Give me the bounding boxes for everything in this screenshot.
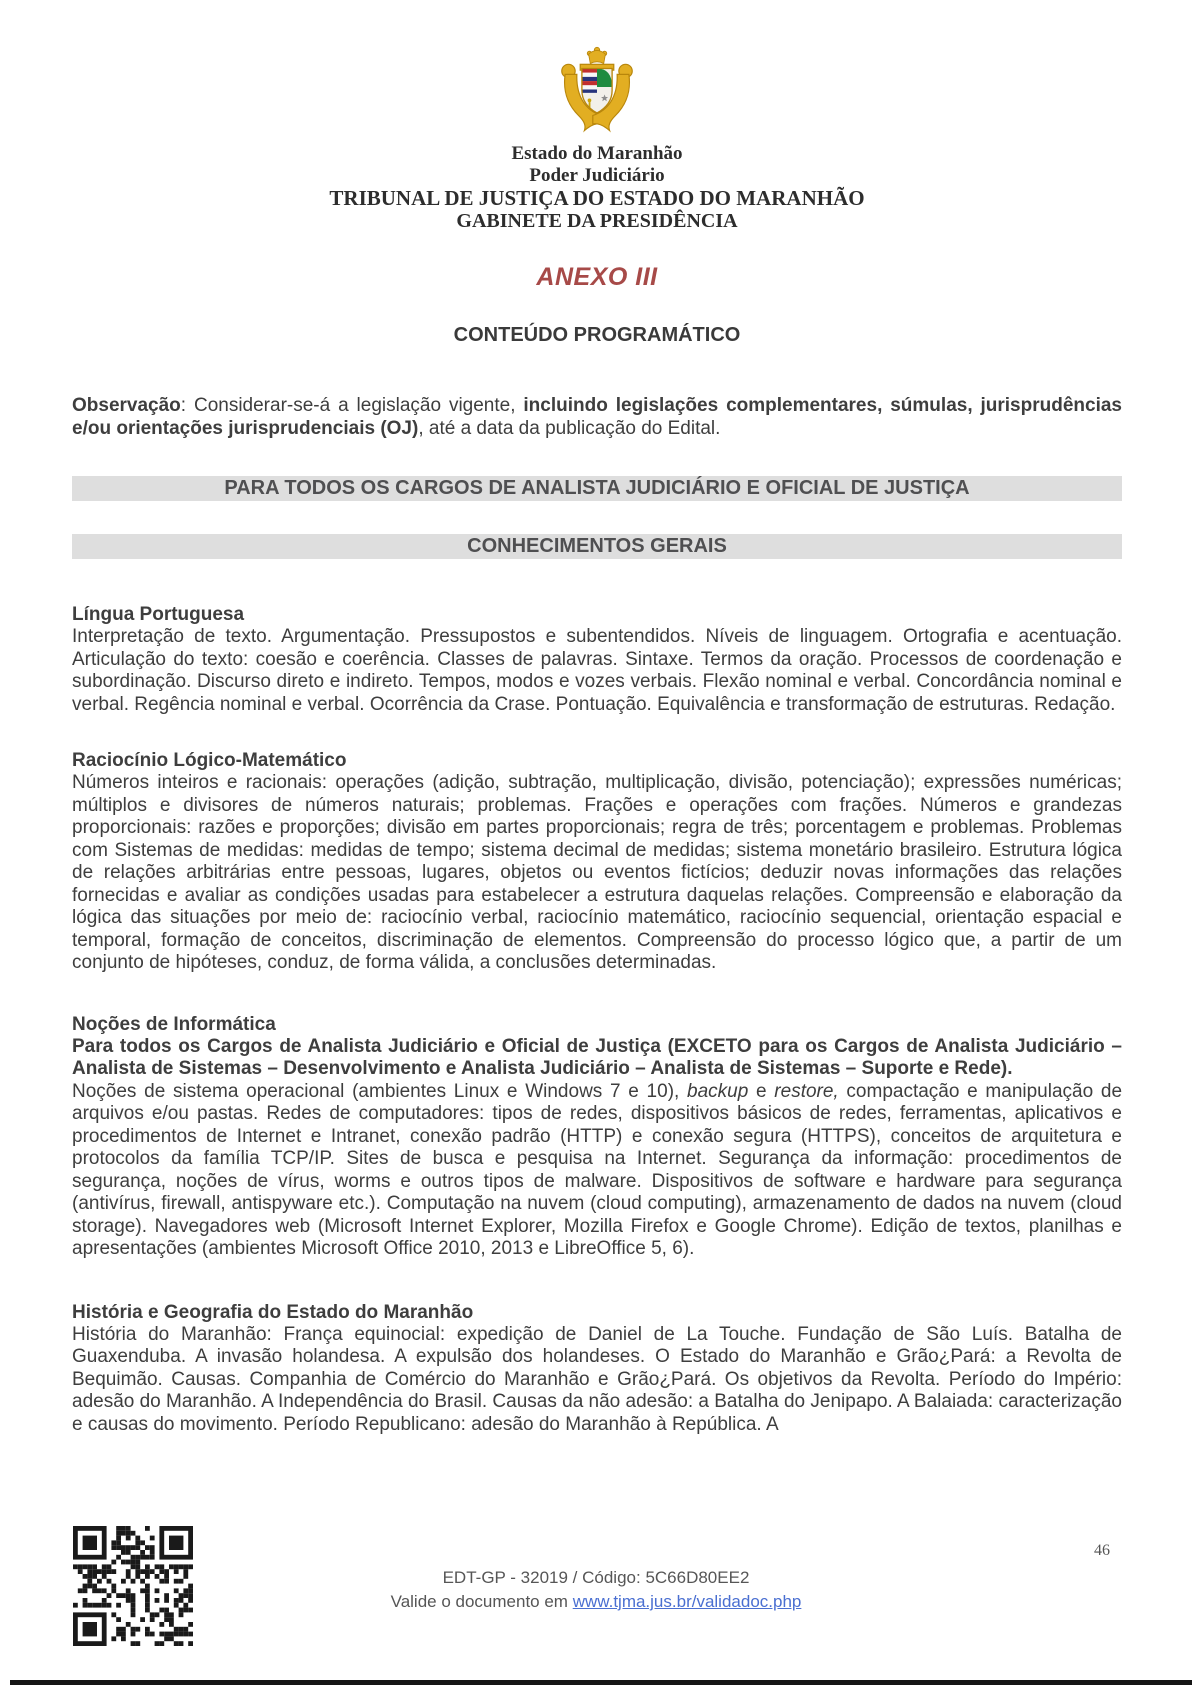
- document-subtitle: CONTEÚDO PROGRAMÁTICO: [453, 324, 741, 346]
- observation-label: Observação: [72, 395, 181, 416]
- maranhao-coat-of-arms-icon: [554, 45, 640, 139]
- informatica-italic-restore: restore,: [774, 1080, 839, 1102]
- observation-bold1: incluindo legislações complementares, súmulas, jurisprudências e/ou orientações jurisprudenciais (OJ): [72, 395, 1122, 439]
- banner-all-analyst-cargos: PARA TODOS OS CARGOS DE ANALISTA JUDICIÁRIO E OFICIAL DE JUSTIÇA: [72, 476, 1122, 501]
- observation-paragraph: [72, 395, 1122, 440]
- org-court-line: TRIBUNAL DE JUSTIÇA DO ESTADO DO MARANHÃO: [329, 186, 865, 210]
- section-heading-raciocinio-logico: Raciocínio Lógico-Matemático: [72, 750, 347, 771]
- org-office-line: GABINETE DA PRESIDÊNCIA: [456, 210, 738, 232]
- section-heading-lingua-portuguesa: Língua Portuguesa: [72, 604, 245, 625]
- document-header: [72, 45, 1122, 233]
- section-heading-nocoes-informatica: Noções de Informática: [72, 1013, 276, 1035]
- section-heading-historia-geografia: História e Geografia do Estado do Maranhão: [72, 1301, 474, 1323]
- informatica-italic-backup: backup: [687, 1080, 749, 1102]
- observation-seg2: , até a data da publicação do Edital.: [418, 417, 721, 439]
- org-branch-line: Poder Judiciário: [529, 165, 665, 186]
- validate-document-link[interactable]: www.tjma.jus.br/validadoc.php: [572, 1592, 802, 1611]
- section-body-nocoes-informatica: [72, 1081, 1122, 1261]
- org-state-line: Estado do Maranhão: [511, 143, 683, 164]
- annex-title: ANEXO III: [536, 263, 658, 291]
- footer-doc-code: EDT-GP - 32019 / Código: 5C66D80EE2: [442, 1568, 750, 1587]
- section-body-lingua-portuguesa: Interpretação de texto. Argumentação. Pressupostos e subentendidos. Níveis de linguagem. Ortografia e acentuação. Articulação do texto: coesão e coerência. Classes de palavras. Sintaxe. Termos da oração. Processos de coordenação e subordinação. Discurso direto e indireto. Tempos, modos e vozes verbais. Flexão nominal e verbal. Concordância nominal e verbal. Regência nominal e verbal. Ocorrência da Crase. Pontuação. Equivalência e transformação de estruturas. Redação.: [72, 626, 1122, 715]
- section-raciocinio-logico: [72, 749, 1122, 975]
- footer-validate-prefix: Valide o documento em: [390, 1592, 573, 1611]
- informatica-seg1: Noções de sistema operacional (ambientes Linux e Windows 7 e 10),: [72, 1080, 688, 1102]
- section-lingua-portuguesa: [72, 603, 1122, 716]
- scan-edge-bar: [10, 1680, 1192, 1685]
- section-historia-geografia: [72, 1301, 1122, 1437]
- informatica-seg3: compactação e manipulação de arquivos e/ou pastas. Redes de computadores: tipos de redes, dispositivos básicos de redes, ferramentas, aplicativos e procedimentos de Internet e Intranet, conexão padrão (HTTP) e conexão segura (HTTPS), conceitos de arquitetura e protocolos da família TCP/IP. Sites de busca e pesquisa na Internet. Segurança da informação: procedimentos de segurança, noções de vírus, worms e outros tipos de malware. Dispositivos de software e hardware para segurança (antivírus, firewall, antispyware etc.). Computação na nuvem (cloud computing), armazenamento de dados na nuvem (cloud storage). Navegadores web (Microsoft Internet Explorer, Mozilla Firefox e Google Chrome). Edição de textos, planilhas e apresentações (ambientes Microsoft Office 2010, 2013 e LibreOffice 5, 6).: [72, 1080, 1123, 1259]
- section-nocoes-informatica: [72, 1013, 1122, 1261]
- observation-seg1: : Considerar-se-á a legislação vigente,: [180, 395, 524, 416]
- section-subheading-nocoes-informatica: Para todos os Cargos de Analista Judiciário e Oficial de Justiça (EXCETO para os Cargos de Analista Judiciário – Analista de Sistemas – Desenvolvimento e Analista Judiciário – Analista de Sistemas – Suporte e Rede).: [72, 1035, 1122, 1079]
- banner-conhecimentos-gerais: CONHECIMENTOS GERAIS: [72, 534, 1122, 559]
- section-body-raciocinio-logico: Números inteiros e racionais: operações (adição, subtração, multiplicação, divisão, potenciação); expressões numéricas; múltiplos e divisores de números naturais; problemas. Frações e operações com frações. Números e grandezas proporcionais: razões e proporções; divisão em partes proporcionais; regra de três; porcentagem e problemas. Problemas com Sistemas de medidas: medidas de tempo; sistema decimal de medidas; sistema monetário brasileiro. Estrutura lógica de relações arbitrárias entre pessoas, lugares, objetos ou eventos fictícios; deduzir novas informações das relações fornecidas e avaliar as condições usadas para estabelecer a estrutura daquelas relações. Compreensão e elaboração da lógica das situações por meio de: raciocínio verbal, raciocínio matemático, raciocínio sequencial, orientação espacial e temporal, formação de conceitos, discriminação de elementos. Compreensão do processo lógico que, a partir de um conjunto de hipóteses, conduz, de forma válida, a conclusões determinadas.: [72, 772, 1122, 973]
- footer-validate-line: [0, 1590, 1192, 1614]
- document-footer: [0, 1566, 1192, 1614]
- informatica-seg2: e: [748, 1080, 775, 1102]
- section-body-historia-geografia: História do Maranhão: França equinocial: expedição de Daniel de La Touche. Fundação de São Luís. Batalha de Guaxenduba. A invasão holandesa. A expulsão dos holandeses. O Estado do Maranhão e Grão¿Pará: a Revolta de Bequimão. Causas. Companhia de Comércio do Maranhão e Grão¿Pará. Os objetivos da Revolta. Período do Império: adesão do Maranhão. A Independência do Brasil. Causas da não adesão: a Batalha do Jenipapo. A Balaiada: caracterização e causas do movimento. Período Republicano: adesão do Maranhão à República. A: [72, 1323, 1122, 1435]
- page-number: 46: [1094, 1542, 1110, 1559]
